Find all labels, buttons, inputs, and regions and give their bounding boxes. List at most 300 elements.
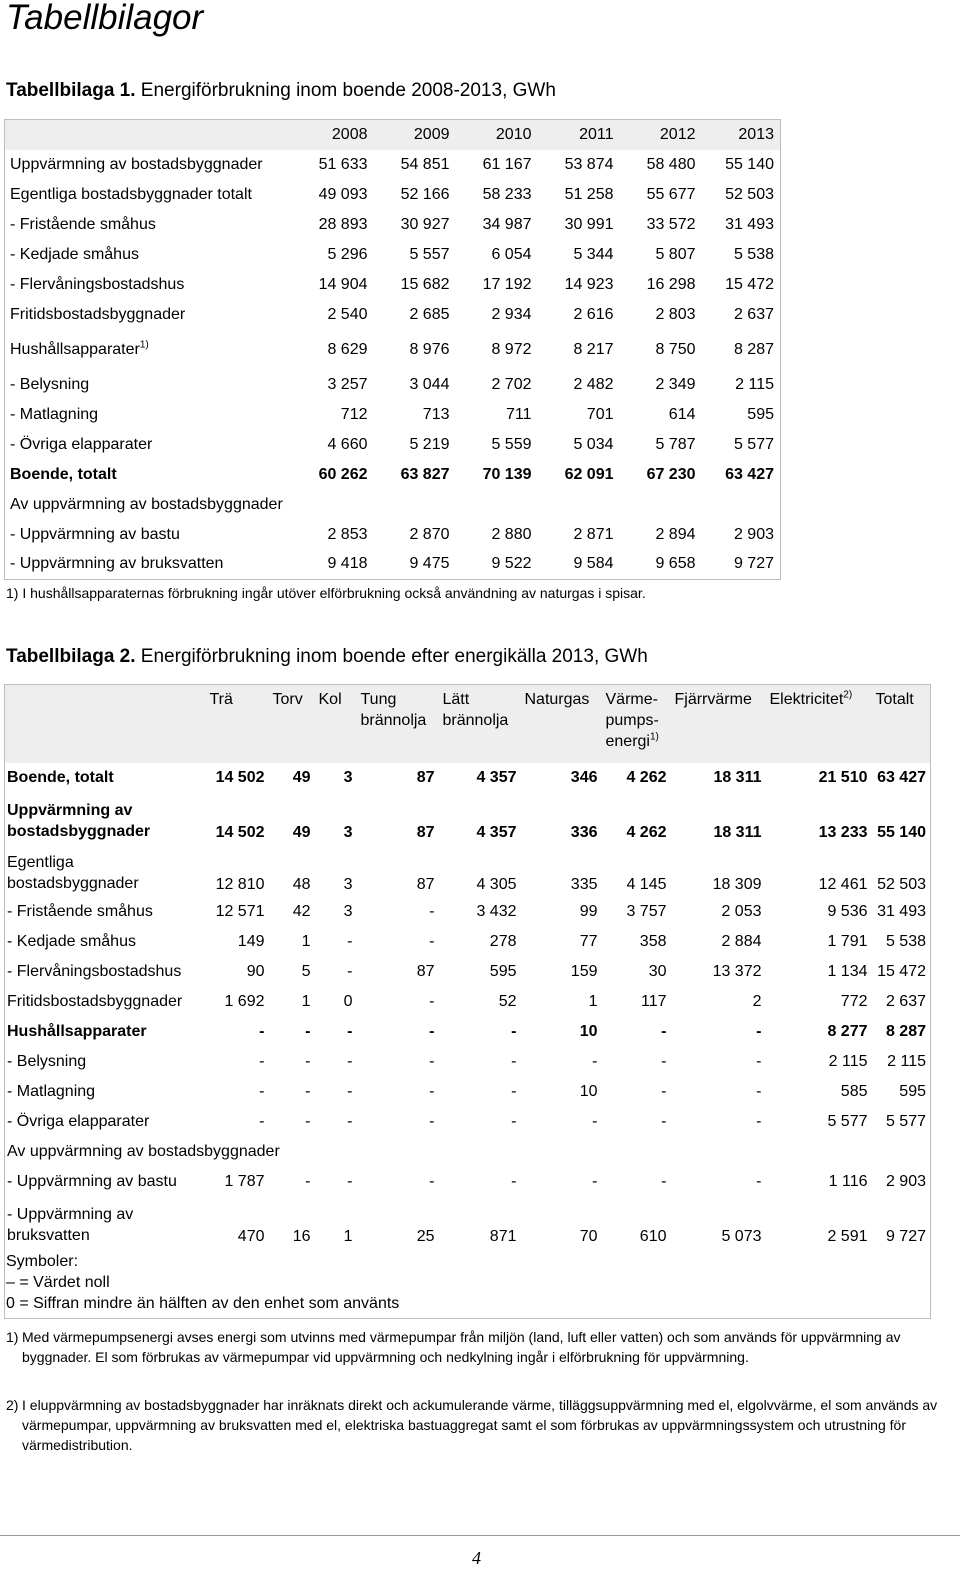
cell-value: - (756, 1172, 762, 1190)
table-row (5, 150, 781, 180)
cell-value: 87 (416, 823, 435, 841)
table-row (5, 987, 931, 1017)
table-row (5, 1167, 931, 1197)
cell-value: - (305, 1052, 311, 1070)
cell-value: 595 (747, 405, 774, 423)
table-row (5, 897, 931, 927)
row-label-text: Egentliga bostadsbyggnader totalt (10, 185, 252, 203)
cell-value: 31 493 (725, 215, 774, 233)
cell-value: 60 262 (318, 465, 368, 483)
cell-value: - (347, 1172, 353, 1190)
cell-value: - (756, 1022, 762, 1040)
cell-value: 25 (416, 1227, 435, 1245)
header-torv: Torv (269, 685, 315, 763)
cell-value: - (429, 932, 435, 950)
row-label (5, 330, 292, 370)
cell-value: 9 727 (733, 555, 774, 573)
row-label: - Övriga elapparater (7, 1112, 150, 1130)
cell-value: 2 616 (573, 305, 614, 323)
cell-value: 4 262 (626, 768, 667, 786)
row-label-text: - Övriga elapparater (10, 435, 153, 453)
cell-value: 30 991 (564, 215, 614, 233)
cell-value: 711 (505, 405, 532, 423)
table-row (5, 1107, 931, 1137)
header-varmepumpsenergi (602, 685, 671, 763)
cell-value: - (511, 1082, 517, 1100)
cell-value: 15 472 (725, 275, 774, 293)
row-label: Fritidsbostadsbyggnader (7, 992, 183, 1010)
cell-value: 10 (579, 1082, 598, 1100)
cell-value: 52 503 (725, 185, 774, 203)
cell-value: - (592, 1052, 598, 1070)
cell-value: 16 298 (646, 275, 696, 293)
symbols-title: Symboler: (6, 1253, 79, 1270)
cell-value: - (305, 1112, 311, 1130)
cell-value: 54 851 (400, 155, 450, 173)
cell-value: 5 034 (573, 435, 614, 453)
row-label: - Fristående småhus (7, 902, 153, 920)
cell-value: 8 976 (409, 340, 450, 358)
cell-value: 2 880 (491, 525, 532, 543)
cell-value: 2 702 (491, 375, 532, 393)
year-header: 2008 (292, 120, 374, 150)
cell-value: 2 637 (885, 992, 926, 1010)
footnote-text: I eluppvärmning av bostadsbyggnader har inräknats direkt och ackumulerande värme, tilläggsuppvärmning med el, elgolvvärme, el som används av värmepumpar, uppvärmning av bruksvatten med el, elektriska bastuaggregat samt el som förbrukas av uppvärmningssystem och utrustning för värmedistribution. (22, 1397, 938, 1453)
cell-value: 90 (246, 962, 265, 980)
header-varme-sup: 1) (649, 731, 659, 743)
cell-value: 2 115 (828, 1052, 868, 1070)
cell-value: - (259, 1082, 265, 1100)
cell-value: 14 502 (215, 768, 265, 786)
cell-value: 2 884 (721, 932, 762, 950)
row-label: - Belysning (7, 1052, 87, 1070)
cell-value: 30 927 (400, 215, 450, 233)
row-label (5, 520, 292, 550)
cell-value: 8 629 (327, 340, 368, 358)
cell-value: 470 (237, 1227, 265, 1245)
table-row (5, 1047, 931, 1077)
footnote-number: 2) (6, 1397, 19, 1413)
cell-value: 49 (292, 768, 311, 786)
cell-value: - (429, 1172, 435, 1190)
table-row (5, 1077, 931, 1107)
cell-value: - (305, 1172, 311, 1190)
row-label: - Uppvärmning av bastu (7, 1172, 177, 1190)
cell-value: 62 091 (564, 465, 614, 483)
table1-title (6, 80, 556, 102)
page-footer-rule (0, 1535, 960, 1536)
table-row (5, 400, 781, 430)
row-label-text: - Matlagning (10, 405, 99, 423)
row-label-text: - Flervåningsbostadshus (10, 275, 185, 293)
table2-title-text: Energiförbrukning inom boende efter energikälla 2013, GWh (135, 646, 648, 667)
table2-title-number: Tabellbilaga 2. (6, 646, 136, 667)
cell-value: 48 (292, 875, 311, 893)
table-row (5, 793, 931, 845)
cell-value: 13 372 (712, 962, 762, 980)
cell-value: 5 219 (409, 435, 450, 453)
cell-value: 99 (579, 902, 598, 920)
cell-value: 4 357 (476, 768, 517, 786)
cell-value: 15 472 (877, 962, 926, 980)
table2 (4, 684, 931, 1319)
cell-value: 2 (752, 992, 762, 1010)
cell-value: 4 262 (626, 823, 667, 841)
cell-value: - (305, 1022, 311, 1040)
row-label-text: Boende, totalt (10, 465, 117, 483)
cell-value: - (347, 1022, 353, 1040)
header-latt-brannolja: Lätt brännolja (439, 685, 521, 763)
cell-value: 4 357 (476, 823, 517, 841)
cell-value: - (429, 1112, 435, 1130)
year-header: 2011 (538, 120, 620, 150)
cell-value: 63 427 (877, 768, 926, 786)
cell-value: 53 874 (564, 155, 614, 173)
cell-value: - (511, 1052, 517, 1070)
row-label: Uppvärmning av bostadsbyggnader (7, 801, 151, 840)
cell-value: 1 (301, 932, 311, 950)
row-label-text: - Belysning (10, 375, 90, 393)
cell-value: 55 140 (725, 155, 774, 173)
cell-value: 1 134 (827, 962, 868, 980)
cell-value: 49 093 (318, 185, 368, 203)
cell-value: 9 536 (827, 902, 868, 920)
table-row (5, 550, 781, 580)
cell-value: 2 115 (735, 375, 774, 393)
cell-value: 5 577 (827, 1112, 868, 1130)
cell-value: - (661, 1022, 667, 1040)
table-row (5, 240, 781, 270)
cell-value: 87 (416, 875, 435, 893)
header-el-sup: 2) (843, 689, 853, 701)
table-row (5, 300, 781, 330)
year-header: 2012 (620, 120, 702, 150)
cell-value: 18 311 (713, 768, 762, 786)
header-blank (5, 120, 292, 150)
cell-value: 335 (570, 875, 598, 893)
table1-header-row (5, 120, 781, 150)
cell-value: 3 (343, 902, 353, 920)
cell-value: 87 (416, 768, 435, 786)
cell-value: 2 637 (733, 305, 774, 323)
row-label-footnote-ref: 1) (139, 339, 149, 351)
header-kol: Kol (315, 685, 357, 763)
table-row (5, 210, 781, 240)
cell-value: 5 807 (655, 245, 696, 263)
table-row (5, 370, 781, 400)
cell-value: 278 (489, 932, 517, 950)
cell-value: 9 658 (655, 555, 696, 573)
cell-value: 1 692 (224, 992, 265, 1010)
cell-value: 13 233 (818, 823, 868, 841)
cell-value: 12 461 (818, 875, 868, 893)
cell-value: - (429, 992, 435, 1010)
cell-value: 70 (579, 1227, 598, 1245)
section-label: Av uppvärmning av bostadsbyggnader (10, 495, 283, 513)
cell-value: 9 475 (409, 555, 450, 573)
row-label (5, 150, 292, 180)
cell-value: 18 309 (712, 875, 762, 893)
cell-value: 149 (237, 932, 265, 950)
cell-value: 77 (579, 932, 598, 950)
cell-value: 51 258 (564, 185, 614, 203)
cell-value: 52 (498, 992, 517, 1010)
cell-value: 6 054 (491, 245, 532, 263)
cell-value: - (305, 1082, 311, 1100)
page-title: Tabellbilagor (6, 0, 204, 37)
header-elektricitet (766, 685, 872, 763)
cell-value: 4 305 (476, 875, 517, 893)
row-label (5, 550, 292, 580)
cell-value: - (429, 1052, 435, 1070)
cell-value: 2 349 (655, 375, 696, 393)
table1 (4, 119, 781, 580)
section-label: Av uppvärmning av bostadsbyggnader (7, 1142, 280, 1160)
cell-value: 3 (343, 823, 353, 841)
footnote-number: 1) (6, 1329, 19, 1345)
cell-value: 5 577 (733, 435, 774, 453)
cell-value: 2 853 (327, 525, 368, 543)
year-header: 2013 (702, 120, 781, 150)
cell-value: 117 (640, 992, 667, 1010)
cell-value: - (259, 1112, 265, 1130)
row-label: - Uppvärmning av bruksvatten (7, 1205, 134, 1244)
cell-value: 5 538 (885, 932, 926, 950)
row-label (5, 180, 292, 210)
cell-value: 15 682 (400, 275, 450, 293)
cell-value: - (429, 902, 435, 920)
cell-value: - (661, 1052, 667, 1070)
cell-value: 0 (343, 992, 353, 1010)
cell-value: 614 (668, 405, 696, 423)
row-label (5, 210, 292, 240)
cell-value: - (347, 1112, 353, 1130)
section-row (5, 1137, 931, 1167)
cell-value: - (756, 1112, 762, 1130)
cell-value: 5 296 (327, 245, 368, 263)
cell-value: 9 522 (491, 555, 532, 573)
cell-value: 585 (840, 1082, 868, 1100)
cell-value: 16 (292, 1227, 311, 1245)
row-label (5, 270, 292, 300)
cell-value: 70 139 (482, 465, 532, 483)
table-row (5, 763, 931, 793)
row-label (5, 370, 292, 400)
cell-value: 58 233 (482, 185, 532, 203)
cell-value: 1 (301, 992, 311, 1010)
row-label-text: Uppvärmning av bostadsbyggnader (10, 155, 263, 173)
footnote-text: Med värmepumpsenergi avses energi som utvinns med värmepumpar från miljön (land, luft eller vatten) och som används för uppvärmning av byggnader. El som förbrukas av värmepumpar vid uppvärmning och nedkylning ingår i elförbrukning för uppvärmning. (22, 1329, 901, 1365)
cell-value: 9 584 (573, 555, 614, 573)
cell-value: - (259, 1052, 265, 1070)
row-label (5, 400, 292, 430)
row-label-text: - Uppvärmning av bruksvatten (10, 555, 224, 573)
cell-value: 8 750 (655, 340, 696, 358)
cell-value: - (511, 1172, 517, 1190)
cell-value: - (756, 1082, 762, 1100)
cell-value: 5 (301, 962, 311, 980)
cell-value: 58 480 (646, 155, 696, 173)
cell-value: 3 432 (476, 902, 517, 920)
cell-value: 3 757 (626, 902, 667, 920)
cell-value: 346 (570, 768, 598, 786)
cell-value: 12 810 (215, 875, 265, 893)
header-tra: Trä (206, 685, 269, 763)
cell-value: 12 571 (215, 902, 265, 920)
row-label (5, 430, 292, 460)
header-varme-label: Värme- pumps- energi (605, 691, 659, 750)
cell-value: 2 871 (573, 525, 614, 543)
row-label (5, 460, 292, 490)
cell-value: 2 053 (721, 902, 762, 920)
cell-value: 63 827 (400, 465, 450, 483)
cell-value: 33 572 (646, 215, 696, 233)
cell-value: 8 287 (733, 340, 774, 358)
cell-value: 1 (588, 992, 598, 1010)
header-naturgas: Naturgas (521, 685, 602, 763)
cell-value: 18 311 (713, 823, 762, 841)
cell-value: - (347, 1082, 353, 1100)
row-label: Boende, totalt (7, 768, 114, 786)
row-label: - Flervåningsbostadshus (7, 962, 182, 980)
cell-value: 3 (343, 875, 353, 893)
cell-value: 358 (639, 932, 667, 950)
cell-value: 8 277 (827, 1022, 868, 1040)
table1-title-number: Tabellbilaga 1. (6, 80, 136, 101)
cell-value: 701 (586, 405, 614, 423)
cell-value: 17 192 (482, 275, 532, 293)
cell-value: 8 287 (885, 1022, 926, 1040)
cell-value: 595 (489, 962, 517, 980)
cell-value: 49 (292, 823, 311, 841)
row-label (5, 300, 292, 330)
cell-value: - (661, 1112, 667, 1130)
cell-value: 5 538 (733, 245, 774, 263)
header-tung-brannolja: Tung brännolja (357, 685, 439, 763)
cell-value: 52 503 (877, 875, 926, 893)
symbols-zero: 0 = Siffran mindre än hälften av den enhet som använts (6, 1295, 400, 1312)
cell-value: 51 633 (318, 155, 368, 173)
cell-value: 5 787 (655, 435, 696, 453)
cell-value: 5 073 (721, 1227, 762, 1245)
cell-value: 5 557 (409, 245, 450, 263)
cell-value: 2 903 (885, 1172, 926, 1190)
cell-value: 2 894 (655, 525, 696, 543)
cell-value: - (592, 1172, 598, 1190)
table-row (5, 520, 781, 550)
table-row (5, 270, 781, 300)
table-row (5, 460, 781, 490)
cell-value: - (661, 1172, 667, 1190)
cell-value: 1 791 (827, 932, 868, 950)
table-row (5, 430, 781, 460)
cell-value: 5 344 (573, 245, 614, 263)
table-row (5, 1017, 931, 1047)
table-row (5, 957, 931, 987)
cell-value: 3 (343, 768, 353, 786)
header-totalt: Totalt (872, 685, 931, 763)
cell-value: 14 923 (564, 275, 614, 293)
table-row (5, 845, 931, 897)
row-label-text: - Fristående småhus (10, 215, 156, 233)
cell-value: 871 (489, 1227, 517, 1245)
cell-value: 67 230 (646, 465, 696, 483)
table2-footnote-2 (6, 1395, 956, 1455)
cell-value: 2 115 (887, 1052, 926, 1070)
cell-value: 610 (639, 1227, 667, 1245)
header-el-label: Elektricitet (769, 691, 844, 708)
cell-value: 9 727 (885, 1227, 926, 1245)
row-label-text: Fritidsbostadsbyggnader (10, 305, 186, 323)
cell-value: - (259, 1022, 265, 1040)
cell-value: 712 (340, 405, 368, 423)
symbols-legend (6, 1251, 399, 1314)
cell-value: 14 904 (318, 275, 368, 293)
cell-value: - (592, 1112, 598, 1130)
cell-value: 772 (840, 992, 868, 1010)
row-label: - Kedjade småhus (7, 932, 136, 950)
table-row (5, 1197, 931, 1249)
cell-value: 5 577 (885, 1112, 926, 1130)
cell-value: 2 934 (491, 305, 532, 323)
header-fjarrvarme: Fjärrvärme (671, 685, 766, 763)
table-row (5, 927, 931, 957)
table-row (5, 180, 781, 210)
year-header: 2009 (374, 120, 456, 150)
cell-value: - (511, 1022, 517, 1040)
cell-value: 1 787 (224, 1172, 265, 1190)
cell-value: 34 987 (482, 215, 532, 233)
cell-value: - (429, 1082, 435, 1100)
cell-value: 2 482 (573, 375, 614, 393)
table1-footnote: 1) I hushållsapparaternas förbrukning ingår utöver elförbrukning också användning av naturgas i spisar. (6, 585, 646, 601)
cell-value: 2 685 (409, 305, 450, 323)
row-label: Egentliga bostadsbyggnader (7, 853, 139, 892)
header-blank (5, 685, 206, 763)
cell-value: 2 803 (655, 305, 696, 323)
cell-value: 595 (899, 1082, 926, 1100)
cell-value: - (661, 1082, 667, 1100)
cell-value: 3 044 (409, 375, 450, 393)
symbols-dash: – = Värdet noll (6, 1274, 110, 1291)
cell-value: 1 (343, 1227, 353, 1245)
cell-value: - (756, 1052, 762, 1070)
row-label: - Matlagning (7, 1082, 96, 1100)
cell-value: 4 145 (626, 875, 667, 893)
cell-value: 2 870 (409, 525, 450, 543)
row-label-text: - Uppvärmning av bastu (10, 525, 180, 543)
cell-value: 713 (422, 405, 450, 423)
cell-value: 21 510 (818, 768, 868, 786)
cell-value: 1 116 (828, 1172, 868, 1190)
cell-value: 5 559 (491, 435, 532, 453)
cell-value: - (511, 1112, 517, 1130)
cell-value: - (347, 932, 353, 950)
cell-value: 55 140 (877, 823, 926, 841)
cell-value: 2 591 (827, 1227, 868, 1245)
table2-title (6, 646, 648, 668)
cell-value: 3 257 (327, 375, 368, 393)
cell-value: 4 660 (327, 435, 368, 453)
cell-value: 63 427 (725, 465, 774, 483)
cell-value: 42 (292, 902, 311, 920)
cell-value: 14 502 (215, 823, 265, 841)
cell-value: 61 167 (482, 155, 532, 173)
cell-value: 10 (579, 1022, 598, 1040)
page-number: 4 (472, 1548, 481, 1568)
cell-value: 159 (570, 962, 598, 980)
cell-value: 31 493 (877, 902, 926, 920)
